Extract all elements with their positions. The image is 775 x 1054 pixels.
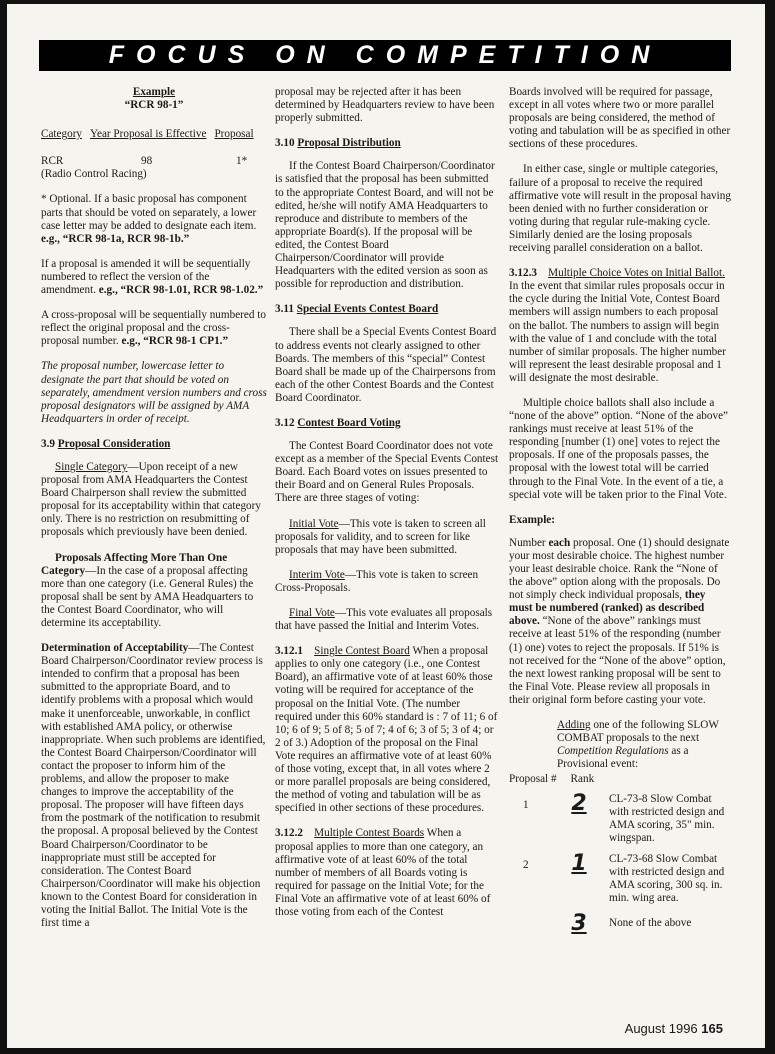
page-footer xyxy=(625,1021,723,1036)
vote-proposal-number: 2 xyxy=(523,858,529,871)
paragraph-multiple-choice: Multiple choice ballots shall also include a “none of the above” option. “None of the above” rankings must receive at least 51% of the responding [number (1) one] votes to reject the proposals. If one of the proposals passes, the proposal with the lowest total will be carried through to the Final Vote. In the event of a tie, a special vote will be taken prior to the Final Vote. xyxy=(509,396,729,501)
section-heading-3-11: 3.11 Special Events Contest Board xyxy=(275,303,439,316)
example-title: “RCR 98-1” xyxy=(124,99,184,112)
section-heading-3-10: 3.10 Proposal Distribution xyxy=(275,137,401,150)
vote-row xyxy=(509,850,731,905)
proposal-value: 1* xyxy=(236,155,248,168)
section-heading-3-9: 3.9 Proposal Consideration xyxy=(41,437,171,450)
paragraph-initial-vote: Initial Vote—This vote is taken to screen all proposals for validity, and to screen for like proposals that may have been submitted. xyxy=(275,517,486,556)
vote-description: CL-73-8 Slow Combat with restricted design and AMA scoring, 35" min. wingspan. xyxy=(609,792,725,844)
vote-rank-handwritten: 3 xyxy=(571,911,587,937)
category-row xyxy=(41,155,267,168)
column-1 xyxy=(41,86,267,942)
issue-date: August 1996 xyxy=(624,1021,698,1036)
vote-proposal-number: 1 xyxy=(523,798,529,811)
paragraph-3-12: The Contest Board Coordinator does not vote except as a member of the Special Events Contest Board. Each Board votes on issues presented to their Board and on General Rules Proposals. There are three stages of voting: xyxy=(275,440,499,505)
paragraph-continued-3: Boards involved will be required for passage, except in all votes where two or more parallel proposals are being considered, the method of voting and tabulation will be as specified in other sections of these procedures. xyxy=(509,86,731,151)
paragraph-3-12-1: 3.12.1 Single Contest Board When a proposal applies to only one category (i.e., one Contest Board), an affirmative vote of at least 60% those voting will be required for acceptance of the proposal on the Initial Vote. (The number required under this 60% standard is : 7 of 11; 6 of 10; 6 of 9; 5 of 8; 5 of 7; 4 of 6; 3 of 5; 3 of 4; or 2 of 3.) Adoption of the proposal on the Final Vote requires an affirmative vote of at least 60% of those voting, except that, in all votes where 2 or more parallel proposals are being considered, the method of voting and tabulation will be as specified in other sections of these procedures. xyxy=(275,645,498,815)
paragraph-3-10: If the Contest Board Chairperson/Coordinator is satisfied that the proposal has been submitted to the appropriate Contest Board, and will not be edited, he/she will notify AMA Headquarters to reproduce and distribute to members of the appropriate Board(s). If the proposal will be edited, the Contest Board Chairperson/Coordinator will provide Headquarters with the edited version as soon as possible for reproduction and distribution. xyxy=(275,160,495,291)
paragraph-acceptability: Determination of Acceptability—The Contest Board Chairperson/Coordinator review process is intended to confirm that a proposal has been submitted to the appropriate Board, and to identify problems with a proposal which would make it unenforceable, unworkable, in conflict with established AMA policy, or otherwise inappropriate. When such problems are identified, the Contest Board Chairperson/Coordinator will contact the proposer to inform him of the problems, and allow the proposer to make changes to improve the acceptability of the proposal. The proposer will have fifteen days from the postmark of the notification to resubmit the proposal. A proposal believed by the Contest Board Chairperson/Coordinator to be inappropriate must still be accepted for consideration. The Contest Board Chairperson/Coordinator will make his objection known to the Contest Board for consideration in voting the Initial Ballot. The Initial Vote is the first time a xyxy=(41,642,266,930)
paragraph-adding: Adding one of the following SLOW COMBAT proposals to the next Competition Regulations as a Provisional event: xyxy=(557,719,719,771)
vote-description: CL-73-68 Slow Combat with restricted design and AMA scoring, 300 sq. in. min. wing area. xyxy=(609,852,725,905)
paragraph-single-category: Single Category—Upon receipt of a new proposal from AMA Headquarters the Contest Board Chairperson shall review the submitted proposal for its acceptability within that category only. There is no restriction on resubmitting of proposals which previously have been denied. xyxy=(41,460,261,539)
column-3 xyxy=(509,86,731,943)
vote-row xyxy=(509,790,731,845)
category-header-row xyxy=(41,128,267,141)
column-2 xyxy=(275,86,499,931)
paragraph-3-11: There shall be a Special Events Contest Board to address events not clearly assigned to other Boards. The members of this “special” Contest Board shall be made up of the Chairpersons from each of the other Contest Boards and the Contest Board Coordinator. xyxy=(275,326,497,404)
proposal-header: Proposal xyxy=(214,128,254,141)
category-header: Category xyxy=(41,128,83,141)
paragraph-italic-note: The proposal number, lowercase letter to designate the part that should be voted on separately, amendment version numbers and cross proposal designators will be assigned by AMA Headquarters in order of receipt. xyxy=(41,360,267,425)
paragraph-3-12-3: 3.12.3 Multiple Choice Votes on Initial Ballot. In the event that similar rules proposals occur in the cycle during the Initial Vote, Contest Board members will assign numbers to each proposal on the ballot. The numbers to assign will begin with the value of 1 and conclude with the total number of similar proposals. The higher number will represent the least desirable proposal and 1 will designate the most desirable. xyxy=(509,267,726,384)
paragraph-cross-proposal: A cross-proposal will be sequentially numbered to reflect the original proposal and the cross-proposal number. e.g., “RCR 98-1 CP1.” xyxy=(41,309,266,348)
paragraph-optional: * Optional. If a basic proposal has component parts that should be voted on separately, a lower case letter may be added to designate each item. e.g., “RCR 98-1a, RCR 98-1b.” xyxy=(41,193,257,245)
paragraph-example: Number each proposal. One (1) should designate your most desirable choice. The highest number your least desirable choice. Rank the “None of the above” option along with the proposals. Do not simply check individual proposals, they must be numbered (ranked) as described above. “None of the above” rankings must receive at least 51% of the responding (number (1) one) votes to reject the proposals. If 51% is not received for the “None of the above” option, the next lowest ranking proposal will be sent to the Final Vote. Please review all proposals in their original form before casting your vote. xyxy=(509,536,730,706)
paragraph-3-12-2: 3.12.2 Multiple Contest Boards When a proposal applies to more than one category, an affirmative vote of at least 60% of the total number of members of all Boards voting is required for passage on the Initial Vote; for the Final Vote an affirmative vote of at least 60% of those voting from each of the Contest xyxy=(275,827,491,918)
rank-header: Rank xyxy=(570,773,595,786)
category-value: RCR xyxy=(41,155,64,168)
example-label: Example: xyxy=(509,513,555,526)
paragraph-continued: proposal may be rejected after it has been determined by Headquarters review to have been properly submitted. xyxy=(275,86,495,125)
year-header: Year Proposal is Effective xyxy=(90,128,207,141)
banner-title: FOCUS ON COMPETITION xyxy=(39,40,731,71)
vote-proposal-number xyxy=(509,913,549,919)
paragraph-either-case: In either case, single or multiple categories, failure of a proposal to receive the required affirmative vote will result in the proposal having been denied with no further consideration or voting during that regular rule-making cycle. Similarly denied are the losing proposals receiving parallel consideration on a ballot. xyxy=(509,163,731,255)
paragraph-final-vote: Final Vote—This vote evaluates all proposals that have passed the Initial and Interim Votes. xyxy=(275,607,493,633)
vote-row xyxy=(509,913,731,935)
paragraph-amended: If a proposal is amended it will be sequentially numbered to reflect the version of the amendment. e.g., “RCR 98-1.01, RCR 98-1.02.” xyxy=(41,257,264,297)
vote-table-header xyxy=(509,773,731,786)
page-number: 165 xyxy=(701,1021,723,1036)
vote-rank-handwritten: 1 xyxy=(571,850,587,876)
vote-description: None of the above xyxy=(609,917,692,930)
section-heading-3-12: 3.12 Contest Board Voting xyxy=(275,416,401,429)
magazine-page xyxy=(7,4,765,1048)
example-heading: Example xyxy=(132,86,176,98)
paragraph-interim-vote: Interim Vote—This vote is taken to screen Cross-Proposals. xyxy=(275,568,479,594)
category-subtext: (Radio Control Racing) xyxy=(41,168,147,181)
vote-rank-handwritten: 2 xyxy=(571,790,587,816)
year-value: 98 xyxy=(141,155,153,168)
paragraph-more-categories: Proposals Affecting More Than One Category—In the case of a proposal affecting more than one category (i.e. General Rules) the proposal shall be sent by AMA Headquarters to the Contest Board Coordinator, who will determine its acceptability. xyxy=(41,551,254,629)
proposal-number-header: Proposal # xyxy=(509,773,557,786)
